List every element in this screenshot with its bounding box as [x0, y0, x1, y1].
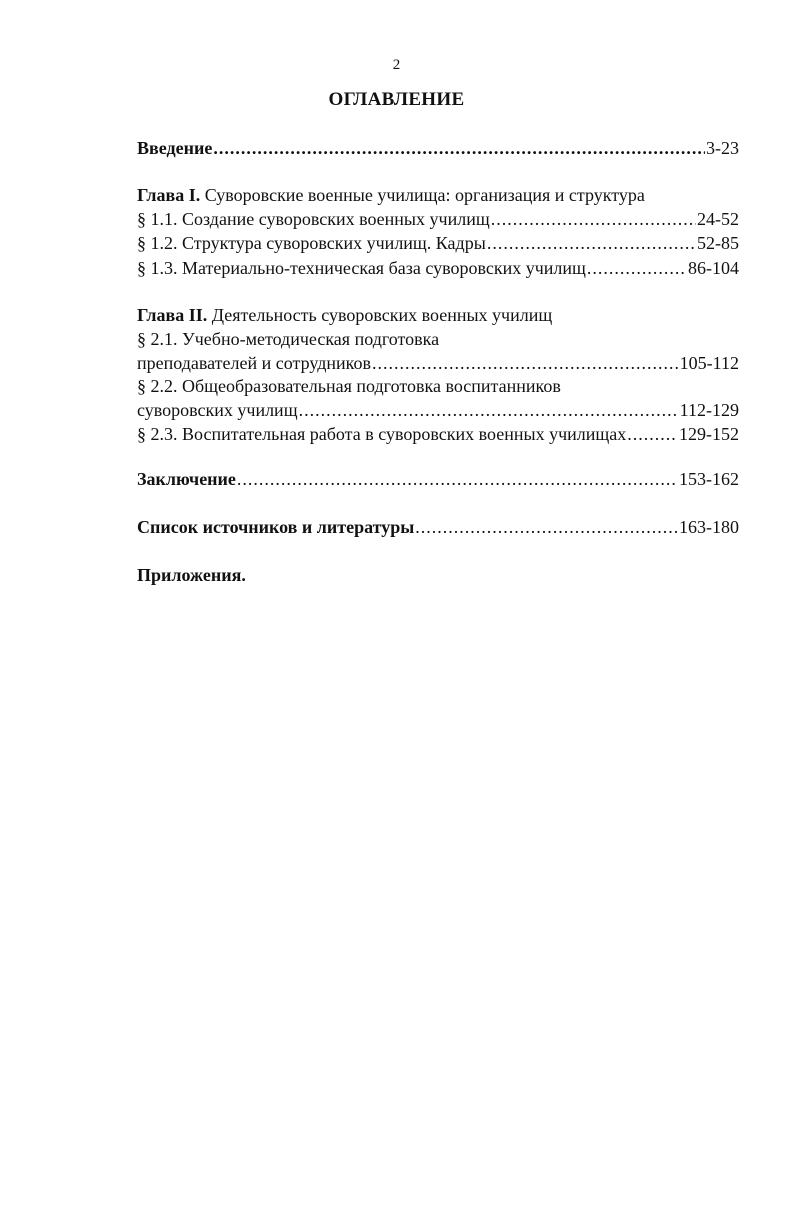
- toc-entry-1-3: [137, 256, 739, 280]
- toc-entry-sources: [137, 515, 739, 539]
- toc-entry-2-3: [137, 422, 739, 446]
- dot-leader: [213, 136, 705, 160]
- toc-title: ОГЛАВЛЕНИЕ: [328, 89, 465, 110]
- toc-entry-label: Заключение: [137, 469, 236, 489]
- dot-leader: [237, 467, 678, 491]
- dot-leader: [491, 207, 696, 231]
- dot-leader: [627, 422, 678, 446]
- toc-entry-pages: 163-180: [679, 517, 739, 537]
- toc-entry-label: преподавателей и сотрудников: [137, 353, 371, 373]
- toc-entry-pages: 52-85: [697, 233, 739, 253]
- toc-entry-label: § 1.2. Структура суворовских училищ. Кадры: [137, 233, 486, 253]
- dot-leader: [587, 256, 687, 280]
- toc-entry-pages: 24-52: [697, 209, 739, 229]
- toc-entry-label: § 1.1. Создание суворовских военных училищ: [137, 209, 490, 229]
- toc-entry-conclusion: [137, 467, 739, 491]
- toc-entry-intro: [137, 136, 739, 160]
- toc-entry-label: § 2.3. Воспитательная работа в суворовских военных училищах: [137, 424, 627, 444]
- toc-entry-label: Список источников и литературы: [137, 517, 415, 537]
- toc-entry-2-1-line1: § 2.1. Учебно-методическая подготовка: [137, 329, 440, 349]
- dot-leader: [299, 398, 679, 422]
- chapter-1-heading: [137, 183, 645, 207]
- toc-entry-pages: 129-152: [679, 424, 739, 444]
- toc-entry-1-2: [137, 231, 739, 255]
- chapter-2-label: Глава II.: [137, 305, 208, 325]
- toc-entry-pages: 153-162: [679, 469, 739, 489]
- toc-entry-label: § 1.3. Материально-техническая база суворовских училищ: [137, 258, 586, 278]
- chapter-1-title: Суворовские военные училища: организация и структура: [204, 185, 645, 205]
- toc-entry-pages: 3-23: [706, 138, 739, 158]
- dot-leader: [372, 351, 679, 375]
- toc-entry-label: суворовских училищ: [137, 400, 298, 420]
- toc-entry-2-1: [137, 351, 739, 375]
- chapter-1-label: Глава I.: [137, 185, 201, 205]
- toc-entry-2-2: [137, 398, 739, 422]
- chapter-2-title: Деятельность суворовских военных училищ: [211, 305, 553, 325]
- chapter-2-heading: [137, 303, 552, 327]
- toc-entry-2-2-line1: § 2.2. Общеобразовательная подготовка воспитанников: [137, 376, 561, 396]
- toc-entry-label: Введение: [137, 138, 213, 158]
- toc-entry-1-1: [137, 207, 739, 231]
- dot-leader: [487, 231, 696, 255]
- toc-entry-appendix: Приложения.: [137, 565, 246, 585]
- toc-entry-pages: 105-112: [679, 353, 739, 373]
- dot-leader: [415, 515, 678, 539]
- page-number: 2: [392, 57, 401, 73]
- toc-entry-pages: 112-129: [679, 400, 739, 420]
- toc-entry-pages: 86-104: [688, 258, 739, 278]
